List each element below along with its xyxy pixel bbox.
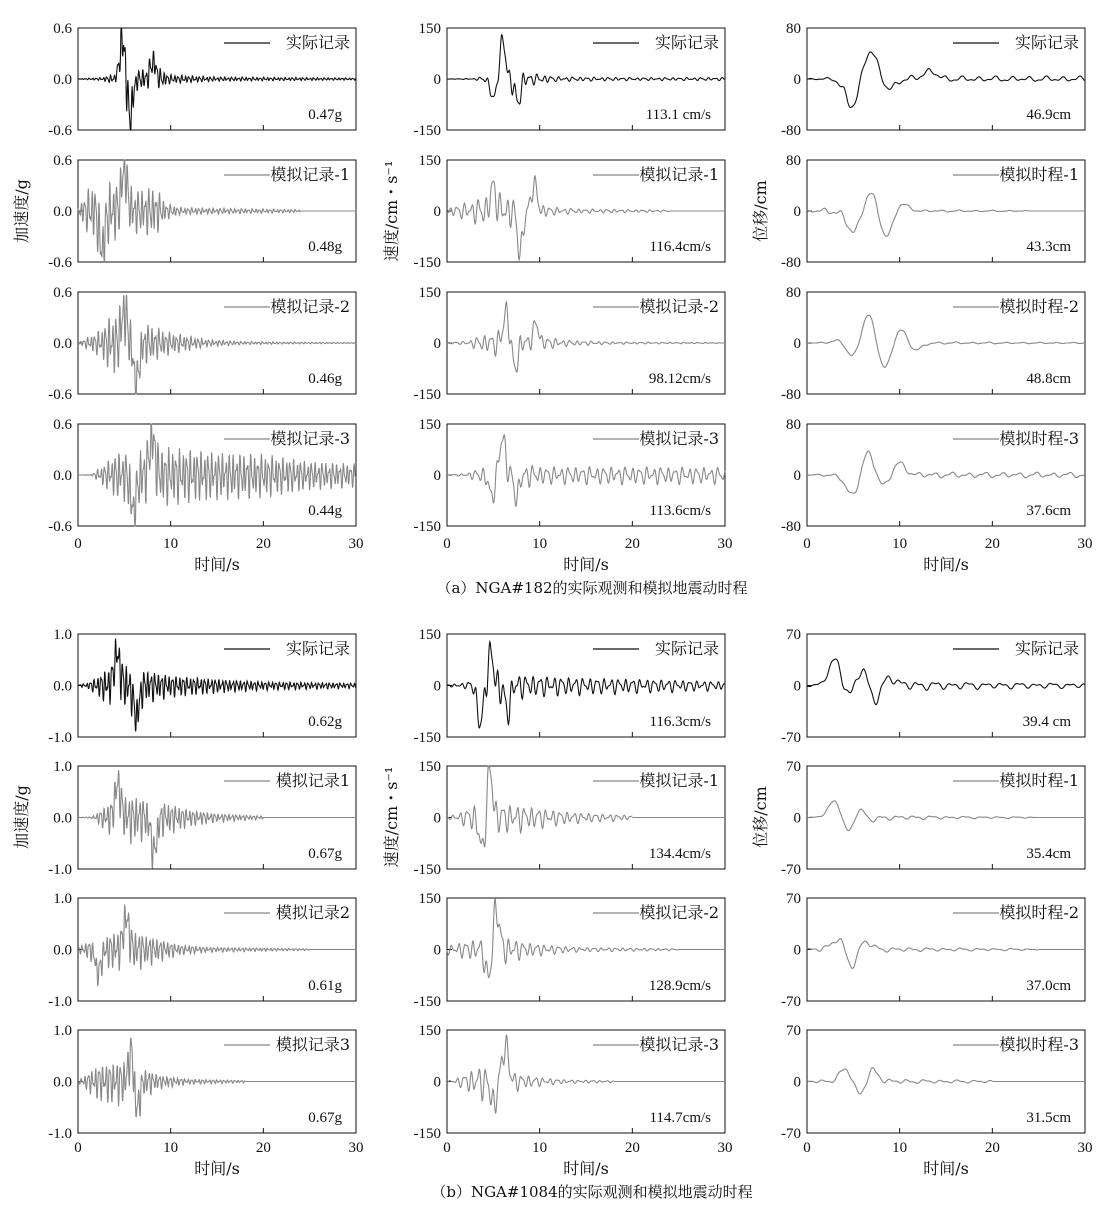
figure-b bbox=[12, 627, 1093, 1201]
y-tick-label: -1.0 bbox=[48, 730, 72, 746]
y-tick-label: 0.6 bbox=[53, 417, 72, 433]
series-line bbox=[807, 801, 1039, 831]
legend-label: 实际记录 bbox=[1014, 33, 1079, 52]
y-tick-label: -150 bbox=[413, 994, 441, 1010]
y-tick-label: 150 bbox=[418, 153, 441, 169]
y-tick-label: -150 bbox=[413, 123, 441, 139]
plot-panel bbox=[414, 285, 726, 403]
peak-label: 134.4cm/s bbox=[648, 846, 711, 862]
y-tick-label: 0.0 bbox=[53, 942, 72, 959]
y-tick-label: -70 bbox=[781, 1126, 801, 1142]
y-tick-label: 0 bbox=[433, 72, 441, 88]
x-tick-label: 20 bbox=[255, 536, 271, 552]
y-tick-label: 150 bbox=[418, 1023, 441, 1039]
peak-label: 48.8cm bbox=[1026, 371, 1071, 387]
x-tick-label: 0 bbox=[74, 536, 82, 552]
legend-label: 实际记录 bbox=[285, 33, 350, 52]
plot-panel bbox=[414, 891, 726, 1010]
y-tick-label: -150 bbox=[413, 387, 441, 403]
plot-panel bbox=[48, 153, 356, 271]
series-line bbox=[807, 1068, 992, 1094]
plot-panel bbox=[781, 1023, 1085, 1142]
peak-label: 116.4cm/s bbox=[649, 239, 711, 255]
y-tick-label: -1.0 bbox=[48, 1126, 72, 1142]
x-axis-label: 时间/s bbox=[194, 555, 240, 574]
series-line bbox=[78, 1038, 245, 1117]
plot-panel bbox=[48, 285, 356, 403]
peak-label: 98.12cm/s bbox=[648, 371, 711, 387]
legend-label: 模拟时程-1 bbox=[999, 771, 1079, 790]
x-axis-label: 时间/s bbox=[563, 1159, 609, 1178]
y-tick-label: 0 bbox=[433, 204, 441, 220]
y-tick-label: 0.0 bbox=[53, 678, 72, 695]
y-tick-label: 150 bbox=[418, 417, 441, 433]
y-axis-label: 位移/cm bbox=[751, 180, 770, 242]
x-tick-label: 30 bbox=[348, 536, 364, 552]
x-tick-label: 30 bbox=[1077, 1140, 1093, 1156]
y-tick-label: 0 bbox=[433, 678, 441, 695]
legend-label: 模拟时程-3 bbox=[999, 1035, 1079, 1054]
y-tick-label: 0 bbox=[433, 336, 441, 352]
legend-label: 模拟记录-1 bbox=[639, 165, 719, 184]
peak-label: 128.9cm/s bbox=[648, 978, 711, 994]
plot-panel bbox=[48, 891, 356, 1010]
y-tick-label: 0.0 bbox=[53, 468, 72, 484]
x-tick-label: 20 bbox=[624, 1140, 640, 1156]
x-tick-label: 30 bbox=[1077, 536, 1093, 552]
peak-label: 0.46g bbox=[308, 371, 342, 387]
legend-label: 模拟记录-2 bbox=[639, 297, 719, 316]
x-tick-label: 20 bbox=[255, 1140, 271, 1156]
y-tick-label: 0 bbox=[433, 1074, 441, 1091]
y-tick-label: 80 bbox=[786, 153, 801, 169]
legend-label: 模拟记录2 bbox=[275, 903, 350, 922]
x-tick-label: 10 bbox=[163, 536, 179, 552]
y-axis-label: 速度/cm・s⁻¹ bbox=[382, 160, 401, 262]
y-tick-label: 0 bbox=[793, 678, 801, 695]
x-tick-label: 0 bbox=[803, 536, 811, 552]
y-tick-label: -0.6 bbox=[48, 519, 72, 535]
legend-label: 模拟记录-3 bbox=[639, 429, 719, 448]
plot-panel bbox=[48, 627, 356, 746]
y-tick-label: 150 bbox=[418, 759, 441, 775]
y-tick-label: -150 bbox=[413, 255, 441, 271]
x-tick-label: 0 bbox=[74, 1140, 82, 1156]
y-tick-label: -0.6 bbox=[48, 387, 72, 403]
y-tick-label: 1.0 bbox=[53, 759, 72, 775]
y-tick-label: -150 bbox=[413, 862, 441, 878]
y-tick-label: 80 bbox=[786, 21, 801, 37]
y-tick-label: -150 bbox=[413, 730, 441, 746]
series-line bbox=[807, 194, 1029, 237]
y-axis-label: 速度/cm・s⁻¹ bbox=[382, 766, 401, 868]
y-tick-label: 0 bbox=[433, 942, 441, 959]
y-tick-label: -150 bbox=[413, 1126, 441, 1142]
peak-label: 0.47g bbox=[308, 107, 342, 123]
y-tick-label: 0.6 bbox=[53, 153, 72, 169]
series-line bbox=[807, 939, 1039, 969]
peak-label: 116.3cm/s bbox=[649, 714, 711, 730]
y-tick-label: 1.0 bbox=[53, 627, 72, 643]
x-axis-label: 时间/s bbox=[194, 1159, 240, 1178]
y-tick-label: 0.0 bbox=[53, 336, 72, 352]
x-tick-label: 0 bbox=[443, 536, 451, 552]
y-tick-label: 70 bbox=[786, 1023, 801, 1039]
x-axis-label: 时间/s bbox=[923, 555, 969, 574]
y-tick-label: -70 bbox=[781, 994, 801, 1010]
series-line bbox=[447, 1035, 614, 1114]
plot-panel bbox=[414, 1023, 726, 1142]
legend-label: 模拟记录3 bbox=[275, 1035, 350, 1054]
y-tick-label: 0 bbox=[793, 204, 801, 220]
peak-label: 0.62g bbox=[308, 714, 342, 730]
y-tick-label: 70 bbox=[786, 891, 801, 907]
x-tick-label: 10 bbox=[892, 1140, 908, 1156]
series-line bbox=[807, 659, 1085, 705]
y-tick-label: -80 bbox=[781, 387, 801, 403]
legend-label: 模拟记录1 bbox=[275, 771, 350, 790]
y-tick-label: -70 bbox=[781, 730, 801, 746]
plot-panel bbox=[48, 21, 356, 139]
x-tick-label: 30 bbox=[717, 1140, 733, 1156]
peak-label: 0.44g bbox=[308, 503, 342, 519]
peak-label: 0.61g bbox=[308, 978, 342, 994]
series-line bbox=[807, 315, 1085, 367]
plot-panel bbox=[781, 285, 1085, 403]
y-tick-label: 0.6 bbox=[53, 21, 72, 37]
plot-panel bbox=[414, 627, 726, 746]
y-tick-label: 80 bbox=[786, 417, 801, 433]
y-tick-label: -80 bbox=[781, 519, 801, 535]
y-tick-label: 150 bbox=[418, 627, 441, 643]
peak-label: 39.4 cm bbox=[1022, 714, 1071, 730]
y-tick-label: 0 bbox=[793, 468, 801, 484]
x-tick-label: 10 bbox=[532, 1140, 548, 1156]
figure-caption: （a）NGA#182的实际观测和模拟地震动时程 bbox=[436, 579, 748, 597]
y-tick-label: -1.0 bbox=[48, 994, 72, 1010]
series-line bbox=[807, 52, 1085, 108]
y-tick-label: 1.0 bbox=[53, 1023, 72, 1039]
y-tick-label: 0 bbox=[433, 810, 441, 827]
figure-a bbox=[12, 21, 1093, 597]
legend-label: 模拟时程-1 bbox=[999, 165, 1079, 184]
plot-panel bbox=[414, 21, 726, 139]
x-tick-label: 10 bbox=[532, 536, 548, 552]
peak-label: 113.1 cm/s bbox=[645, 107, 711, 123]
x-tick-label: 20 bbox=[984, 1140, 1000, 1156]
y-tick-label: -0.6 bbox=[48, 123, 72, 139]
x-tick-label: 0 bbox=[443, 1140, 451, 1156]
y-tick-label: 0 bbox=[793, 1074, 801, 1091]
x-tick-label: 10 bbox=[892, 536, 908, 552]
y-tick-label: 150 bbox=[418, 285, 441, 301]
peak-label: 113.6cm/s bbox=[649, 503, 711, 519]
figure-caption: （b）NGA#1084的实际观测和模拟地震动时程 bbox=[431, 1183, 753, 1201]
legend-label: 模拟记录-1 bbox=[270, 165, 350, 184]
plot-panel bbox=[48, 417, 356, 535]
y-tick-label: 150 bbox=[418, 891, 441, 907]
series-line bbox=[447, 176, 669, 260]
x-axis-label: 时间/s bbox=[923, 1159, 969, 1178]
plot-panel bbox=[781, 21, 1085, 139]
peak-label: 46.9cm bbox=[1026, 107, 1071, 123]
y-tick-label: 0.0 bbox=[53, 72, 72, 88]
y-tick-label: 150 bbox=[418, 21, 441, 37]
x-tick-label: 10 bbox=[163, 1140, 179, 1156]
series-line bbox=[447, 766, 632, 847]
y-tick-label: 0 bbox=[793, 336, 801, 352]
y-tick-label: 0.0 bbox=[53, 810, 72, 827]
plot-panel bbox=[781, 891, 1085, 1010]
plot-panel bbox=[414, 417, 726, 535]
y-tick-label: 0 bbox=[793, 72, 801, 88]
x-tick-label: 30 bbox=[348, 1140, 364, 1156]
y-tick-label: -150 bbox=[413, 519, 441, 535]
y-tick-label: 80 bbox=[786, 285, 801, 301]
y-tick-label: -1.0 bbox=[48, 862, 72, 878]
y-tick-label: 0.0 bbox=[53, 204, 72, 220]
y-tick-label: -0.6 bbox=[48, 255, 72, 271]
plot-panel bbox=[48, 759, 356, 878]
plot-panel bbox=[414, 759, 726, 878]
y-tick-label: -70 bbox=[781, 862, 801, 878]
peak-label: 0.67g bbox=[308, 846, 342, 862]
plot-panel bbox=[781, 153, 1085, 271]
y-tick-label: -80 bbox=[781, 255, 801, 271]
legend-label: 模拟记录-1 bbox=[639, 771, 719, 790]
plot-panel bbox=[781, 417, 1085, 535]
x-tick-label: 20 bbox=[624, 536, 640, 552]
x-axis-label: 时间/s bbox=[563, 555, 609, 574]
peak-label: 37.0cm bbox=[1026, 978, 1071, 994]
y-tick-label: 0.6 bbox=[53, 285, 72, 301]
legend-label: 实际记录 bbox=[285, 639, 350, 658]
peak-label: 31.5cm bbox=[1026, 1110, 1071, 1126]
peak-label: 114.7cm/s bbox=[649, 1110, 711, 1126]
legend-label: 模拟时程-3 bbox=[999, 429, 1079, 448]
y-tick-label: 1.0 bbox=[53, 891, 72, 907]
series-line bbox=[807, 451, 1085, 493]
y-tick-label: 0.0 bbox=[53, 1074, 72, 1091]
y-tick-label: -80 bbox=[781, 123, 801, 139]
plot-panel bbox=[781, 627, 1085, 746]
peak-label: 0.67g bbox=[308, 1110, 342, 1126]
y-tick-label: 0 bbox=[433, 468, 441, 484]
legend-label: 实际记录 bbox=[654, 639, 719, 658]
y-tick-label: 0 bbox=[793, 810, 801, 827]
series-line bbox=[78, 770, 263, 868]
plot-panel bbox=[48, 1023, 356, 1142]
legend-label: 实际记录 bbox=[654, 33, 719, 52]
legend-label: 模拟记录-3 bbox=[270, 429, 350, 448]
y-tick-label: 0 bbox=[793, 942, 801, 959]
x-tick-label: 0 bbox=[803, 1140, 811, 1156]
legend-label: 模拟记录-2 bbox=[639, 903, 719, 922]
peak-label: 0.48g bbox=[308, 239, 342, 255]
y-axis-label: 加速度/g bbox=[12, 785, 31, 849]
y-tick-label: 70 bbox=[786, 627, 801, 643]
legend-label: 模拟记录-2 bbox=[270, 297, 350, 316]
x-tick-label: 20 bbox=[984, 536, 1000, 552]
y-axis-label: 加速度/g bbox=[12, 179, 31, 243]
peak-label: 43.3cm bbox=[1026, 239, 1071, 255]
peak-label: 35.4cm bbox=[1026, 846, 1071, 862]
legend-label: 实际记录 bbox=[1014, 639, 1079, 658]
plot-panel bbox=[414, 153, 726, 271]
legend-label: 模拟时程-2 bbox=[999, 297, 1079, 316]
peak-label: 37.6cm bbox=[1026, 503, 1071, 519]
plot-panel bbox=[781, 759, 1085, 878]
y-axis-label: 位移/cm bbox=[751, 786, 770, 848]
legend-label: 模拟时程-2 bbox=[999, 903, 1079, 922]
y-tick-label: 70 bbox=[786, 759, 801, 775]
legend-label: 模拟记录-3 bbox=[639, 1035, 719, 1054]
x-tick-label: 30 bbox=[717, 536, 733, 552]
